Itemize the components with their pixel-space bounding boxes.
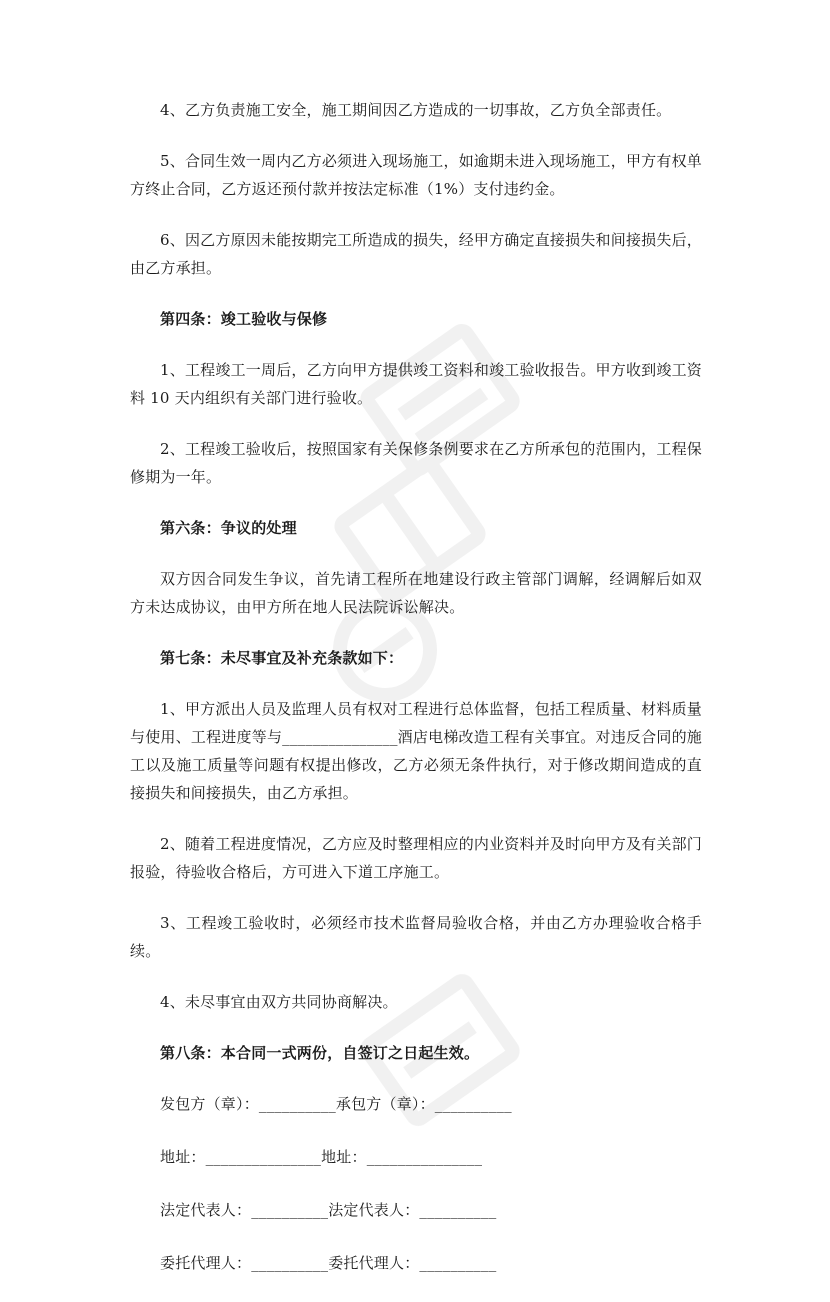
clause-3-item-4: 4、乙方负责施工安全，施工期间因乙方造成的一切事故，乙方负全部责任。 bbox=[160, 101, 672, 119]
signature-legal-rep-line: 法定代表人：__________法定代表人：__________ bbox=[160, 1201, 497, 1219]
document-body bbox=[130, 96, 702, 1302]
clause-3-item-6: 6、因乙方原因未能按期完工所造成的损失，经甲方确定直接损失和间接损失后，由乙方承担。 bbox=[130, 231, 702, 277]
signature-address-line: 地址：_______________地址：_______________ bbox=[160, 1148, 483, 1166]
section-7-item-4: 4、未尽事宜由双方共同协商解决。 bbox=[160, 993, 398, 1011]
section-4-item-2: 2、工程竣工验收后，按照国家有关保修条例要求在乙方所承包的范围内，工程保修期为一年。 bbox=[130, 440, 702, 486]
section-6-text: 双方因合同发生争议，首先请工程所在地建设行政主管部门调解，经调解后如双方未达成协议，由甲方所在地人民法院诉讼解决。 bbox=[130, 570, 702, 616]
section-7-item-2: 2、随着工程进度情况，乙方应及时整理相应的内业资料并及时向甲方及有关部门报验，待验收合格后，方可进入下道工序施工。 bbox=[130, 835, 702, 881]
section-4-item-1: 1、工程竣工一周后，乙方向甲方提供竣工资料和竣工验收报告。甲方收到竣工资料 10 天内组织有关部门进行验收。 bbox=[130, 361, 702, 407]
section-7-item-1: 1、甲方派出人员及监理人员有权对工程进行总体监督，包括工程质量、材料质量与使用、工程进度等与_______________酒店电梯改造工程有关事宜。对违反合同的施工以及施工质量等问题有权提出修改，乙方必须无条件执行，对于修改期间造成的直接损失和间接损失，由乙方承担。 bbox=[130, 700, 702, 802]
signature-party-line: 发包方（章）：__________承包方（章）：__________ bbox=[160, 1095, 512, 1113]
section-4-heading: 第四条：竣工验收与保修 bbox=[160, 310, 328, 328]
clause-3-item-5: 5、合同生效一周内乙方必须进入现场施工，如逾期未进入现场施工，甲方有权单方终止合同，乙方返还预付款并按法定标准（1%）支付违约金。 bbox=[130, 152, 702, 198]
section-7-heading: 第七条：未尽事宜及补充条款如下： bbox=[160, 649, 404, 667]
section-8-heading: 第八条：本合同一式两份，自签订之日起生效。 bbox=[160, 1044, 480, 1062]
signature-agent-line: 委托代理人：__________委托代理人：__________ bbox=[160, 1254, 497, 1272]
section-7-item-3: 3、工程竣工验收时，必须经市技术监督局验收合格，并由乙方办理验收合格手续。 bbox=[130, 914, 702, 960]
section-6-heading: 第六条：争议的处理 bbox=[160, 519, 297, 537]
